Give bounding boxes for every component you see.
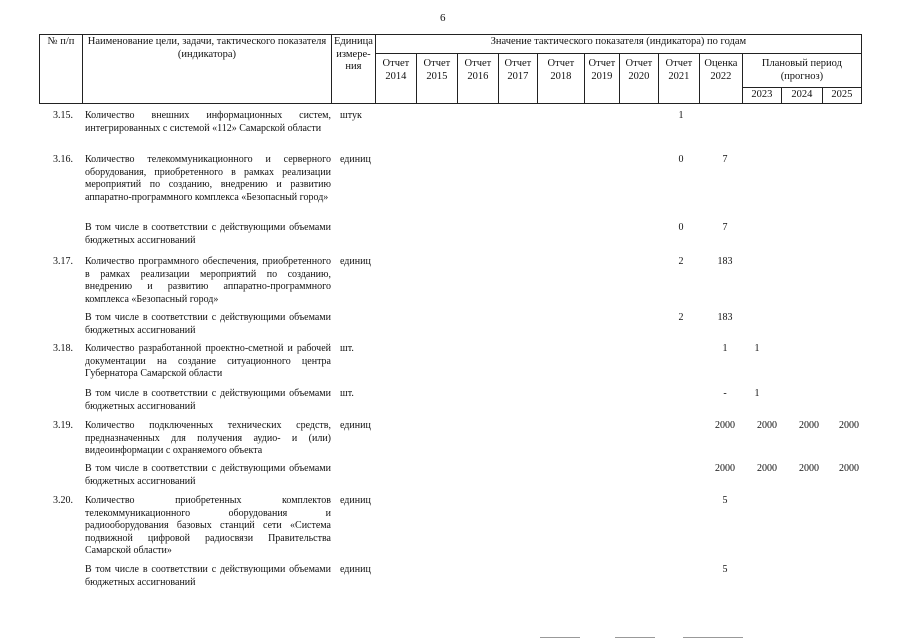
row-number: 3.20.: [53, 495, 73, 506]
value-2022: 1: [722, 343, 728, 354]
header-year-2015: Отчет 2015: [416, 54, 457, 104]
row-name: В том числе в соответствии с действующими объемами бюджетных ассигнований: [85, 312, 331, 336]
row-name: Количество подключенных технических средств, предназначенных для получения аудио- и (или) видеоинформации с охраняемого объекта: [85, 420, 331, 456]
value-2022: 7: [722, 154, 728, 165]
value-2021: 0: [678, 154, 684, 165]
row-name: Количество приобретенных комплектов телекоммуникационного оборудования и радиооборудования базовых станций сети «Система подвижной цифровой радиосвязи Правительства Самарской области»: [85, 495, 331, 556]
header-col-values: Значение тактического показателя (индикатора) по годам: [375, 35, 861, 54]
row-name: В том числе в соответствии с действующими объемами бюджетных ассигнований: [85, 564, 331, 588]
value-2022: 7: [722, 222, 728, 233]
value-2022: -: [723, 388, 727, 399]
row-name: В том числе в соответствии с действующими объемами бюджетных ассигнований: [85, 463, 331, 487]
row-name: Количество внешних информационных систем, интегрированных с системой «112» Самарской области: [85, 110, 331, 134]
value-2021: 2: [678, 256, 684, 267]
value-2022: 183: [717, 256, 733, 267]
value-2025: 2000: [839, 420, 859, 431]
header-year-2019: Отчет 2019: [584, 54, 619, 104]
row-name: Количество разработанной проектно-сметной и рабочей документации на создание ситуационного центра Губернатора Самарской области: [85, 343, 331, 379]
value-2022: 5: [722, 495, 728, 506]
value-2024: 2000: [799, 420, 819, 431]
value-2022: 5: [722, 564, 728, 575]
value-2021: 2: [678, 312, 684, 323]
value-2025: 2000: [839, 463, 859, 474]
value-2021: 1: [678, 110, 684, 121]
header-plan-2023: 2023: [742, 88, 781, 104]
row-unit: шт.: [340, 388, 354, 399]
header-plan-2024: 2024: [781, 88, 822, 104]
table-header: [39, 34, 862, 104]
header-year-2016: Отчет 2016: [457, 54, 498, 104]
row-unit: штук: [340, 110, 362, 121]
row-name: В том числе в соответствии с действующими объемами бюджетных ассигнований: [85, 388, 331, 412]
row-number: 3.17.: [53, 256, 73, 267]
header-col-name: Наименование цели, задачи, тактического показателя (индикатора): [83, 35, 332, 104]
header-plan-period: Плановый период (прогноз): [742, 54, 861, 88]
row-name: Количество программного обеспечения, приобретенного в рамках реализации мероприятий по созданию, внедрению и развитию аппаратно-программного комплекса «Безопасный город»: [85, 256, 331, 305]
row-unit: шт.: [340, 343, 354, 354]
header-year-2017: Отчет 2017: [498, 54, 537, 104]
row-unit: единиц: [340, 256, 371, 267]
value-2022: 183: [717, 312, 733, 323]
header-col-unit: Единица измере-ния: [332, 35, 376, 104]
header-year-2018: Отчет 2018: [537, 54, 584, 104]
row-number: 3.18.: [53, 343, 73, 354]
row-number: 3.19.: [53, 420, 73, 431]
scan-artifact-line: [615, 637, 655, 638]
row-unit: единиц: [340, 564, 371, 575]
header-year-2020: Отчет 2020: [619, 54, 658, 104]
row-name: В том числе в соответствии с действующими объемами бюджетных ассигнований: [85, 222, 331, 246]
header-col-num: № п/п: [40, 35, 83, 104]
value-2023: 1: [754, 388, 760, 399]
value-2024: 2000: [799, 463, 819, 474]
row-unit: единиц: [340, 495, 371, 506]
scan-artifact-line: [540, 637, 580, 638]
value-2022: 2000: [715, 420, 735, 431]
page-number: 6: [440, 12, 446, 24]
header-year-2022: Оценка 2022: [699, 54, 742, 104]
row-unit: единиц: [340, 154, 371, 165]
scan-artifact-line: [683, 637, 743, 638]
value-2023: 1: [754, 343, 760, 354]
row-unit: единиц: [340, 420, 371, 431]
header-year-2014: Отчет 2014: [375, 54, 416, 104]
row-number: 3.16.: [53, 154, 73, 165]
value-2021: 0: [678, 222, 684, 233]
header-plan-2025: 2025: [822, 88, 861, 104]
header-year-2021: Отчет 2021: [658, 54, 699, 104]
value-2023: 2000: [757, 463, 777, 474]
value-2022: 2000: [715, 463, 735, 474]
row-number: 3.15.: [53, 110, 73, 121]
value-2023: 2000: [757, 420, 777, 431]
row-name: Количество телекоммуникационного и серверного оборудования, приобретенного в рамках реализации мероприятий по созданию, внедрению и развитию аппаратно-программного комплекса «Безопасный город»: [85, 154, 331, 203]
